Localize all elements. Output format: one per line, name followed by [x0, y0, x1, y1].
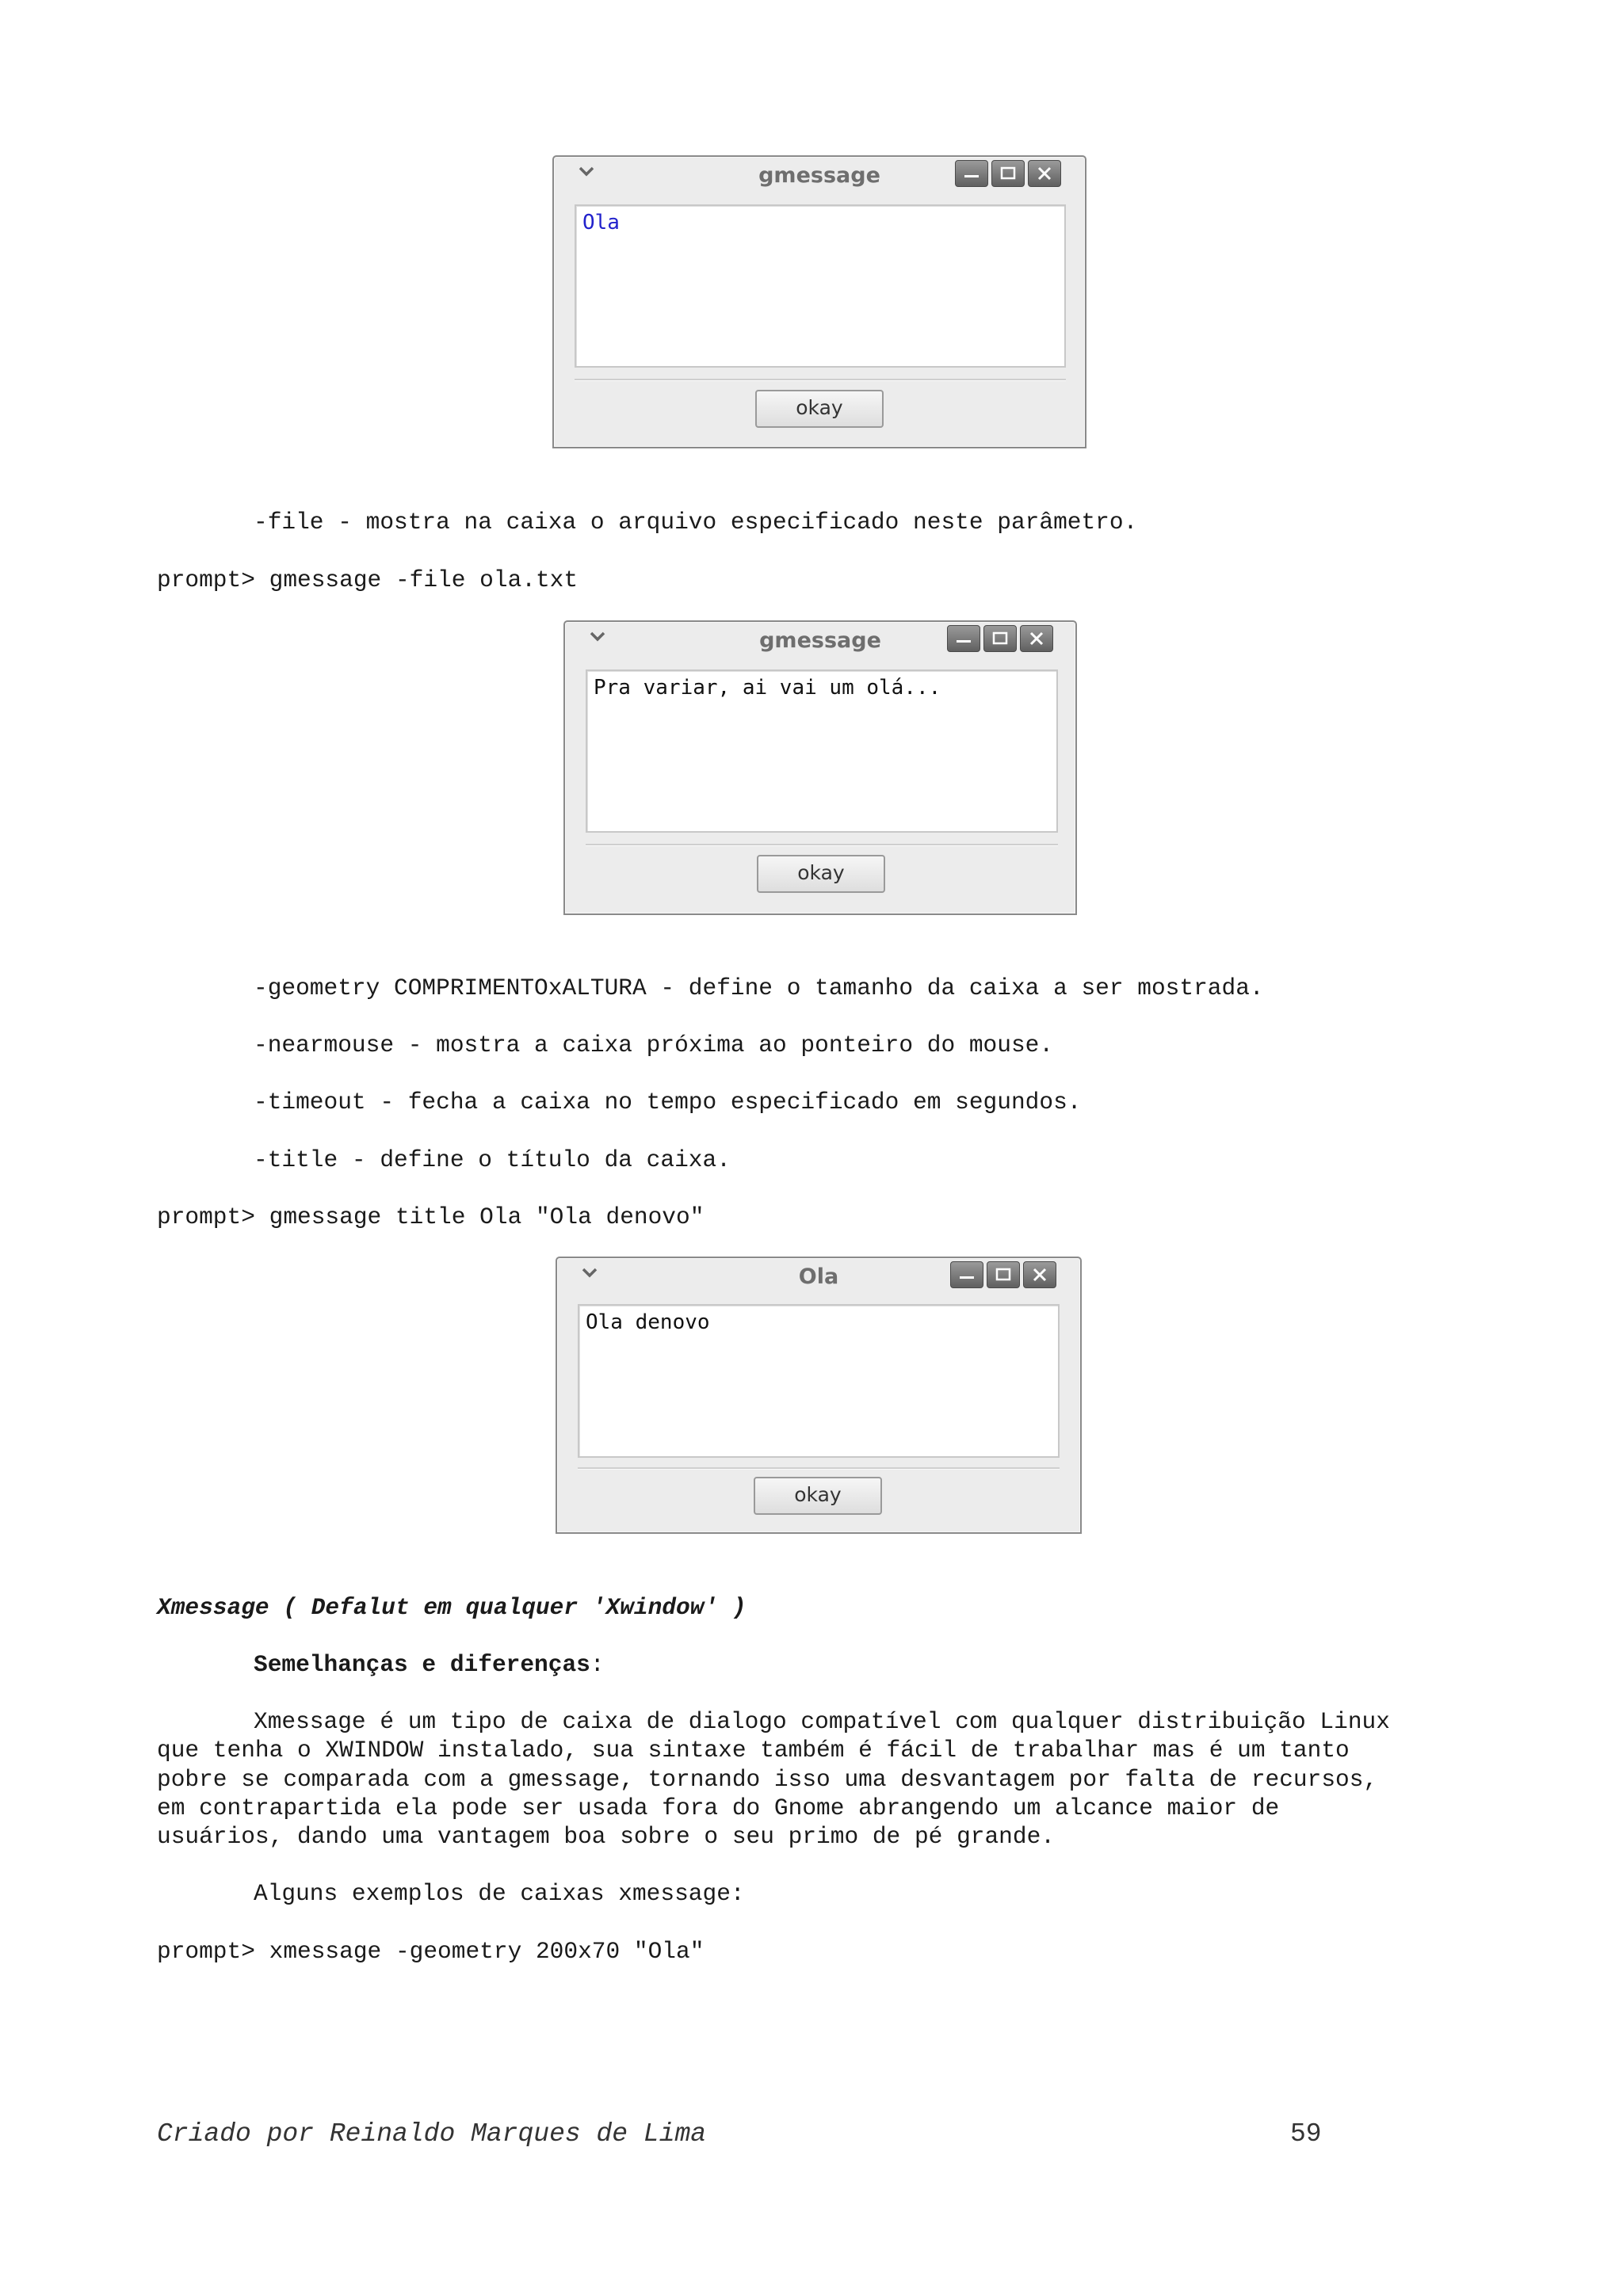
okay-button[interactable]: okay [757, 855, 885, 893]
title-bar [554, 157, 1085, 193]
message-text: Pra variar, ai vai um olá... [594, 676, 941, 700]
similarities-colon: : [590, 1651, 605, 1678]
close-icon [1027, 631, 1046, 646]
maximize-icon [994, 1267, 1013, 1283]
separator [586, 844, 1058, 846]
maximize-icon [991, 631, 1010, 646]
message-text: Ola denovo [586, 1310, 710, 1334]
command-title: prompt> gmessage title Ola "Ola denovo" [157, 1203, 705, 1230]
message-area[interactable] [586, 669, 1058, 833]
window-title: gmessage [759, 628, 881, 653]
maximize-button[interactable] [991, 160, 1025, 187]
command-xmessage: prompt> xmessage -geometry 200x70 "Ola" [157, 1938, 705, 1965]
close-icon [1030, 1267, 1049, 1283]
command-file: prompt> gmessage -file ola.txt [157, 566, 579, 593]
title-bar [557, 1258, 1080, 1295]
gmessage-window-2 [563, 620, 1077, 915]
minimize-button[interactable] [947, 625, 980, 652]
window-title: Ola [798, 1264, 839, 1289]
okay-button[interactable]: okay [755, 390, 884, 428]
paragraph-line-1: Xmessage é um tipo de caixa de dialogo compatível com qualquer distribuição Linux [254, 1708, 1390, 1735]
geometry-option-text: -geometry COMPRIMENTOxALTURA - define o tamanho da caixa a ser mostrada. [254, 974, 1264, 1001]
paragraph-line-4: em contrapartida ela pode ser usada fora do Gnome abrangendo um alcance maior de [157, 1794, 1280, 1821]
similarities-heading [254, 1650, 605, 1679]
paragraph-line-2: que tenha o XWINDOW instalado, sua sintaxe também é fácil de trabalhar mas é um tanto [157, 1737, 1350, 1764]
close-button[interactable] [1028, 160, 1061, 187]
minimize-icon [954, 631, 973, 646]
maximize-button[interactable] [987, 1261, 1020, 1288]
message-area[interactable] [575, 204, 1066, 368]
nearmouse-option-text: -nearmouse - mostra a caixa próxima ao ponteiro do mouse. [254, 1032, 1054, 1058]
close-button[interactable] [1023, 1261, 1056, 1288]
timeout-option-text: -timeout - fecha a caixa no tempo especificado em segundos. [254, 1089, 1082, 1116]
minimize-button[interactable] [950, 1261, 983, 1288]
examples-intro: Alguns exemplos de caixas xmessage: [254, 1880, 745, 1907]
window-title: gmessage [758, 163, 880, 188]
page-number: 59 [1290, 2119, 1322, 2149]
minimize-icon [962, 166, 981, 181]
close-icon [1035, 166, 1054, 181]
similarities-heading-text: Semelhanças e diferenças [254, 1651, 590, 1678]
title-bar [565, 622, 1075, 658]
xmessage-heading: Xmessage ( Defalut em qualquer 'Xwindow' ) [157, 1594, 747, 1621]
message-text: Ola [582, 211, 620, 235]
gmessage-window-3 [556, 1257, 1082, 1534]
separator [575, 379, 1066, 381]
minimize-icon [957, 1267, 976, 1283]
title-option-text: -title - define o título da caixa. [254, 1146, 731, 1173]
paragraph-line-5: usuários, dando uma vantagem boa sobre o seu primo de pé grande. [157, 1823, 1055, 1851]
maximize-button[interactable] [983, 625, 1017, 652]
separator [578, 1467, 1060, 1470]
gmessage-window-1 [552, 155, 1086, 448]
okay-button[interactable]: okay [754, 1477, 882, 1515]
maximize-icon [999, 166, 1018, 181]
file-option-text: -file - mostra na caixa o arquivo especificado neste parâmetro. [254, 509, 1138, 536]
xmessage-paragraph [157, 1707, 1471, 1851]
close-button[interactable] [1020, 625, 1053, 652]
minimize-button[interactable] [955, 160, 988, 187]
paragraph-line-3: pobre se comparada com a gmessage, tornando isso uma desvantagem por falta de recursos, [157, 1765, 1378, 1793]
footer-author: Criado por Reinaldo Marques de Lima [157, 2119, 707, 2149]
message-area[interactable] [578, 1304, 1060, 1458]
